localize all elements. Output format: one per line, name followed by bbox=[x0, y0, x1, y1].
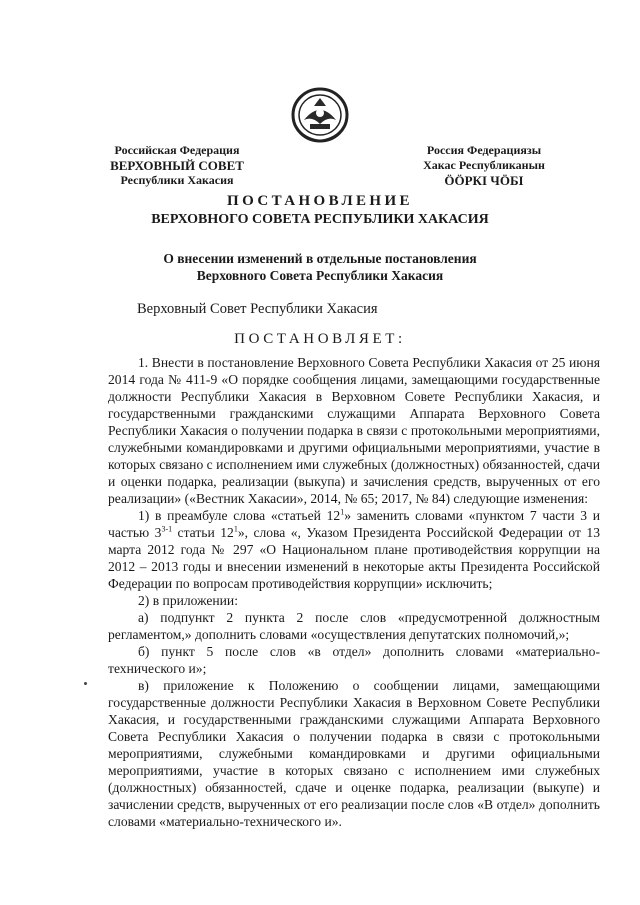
paragraph-2 bbox=[108, 507, 600, 592]
header-left-line1: Российская Федерация bbox=[114, 143, 240, 157]
header-left bbox=[102, 143, 252, 188]
header-right-line3: ӦӦРКІ ЧӦБІ bbox=[444, 173, 524, 188]
superscript-c: 1 bbox=[233, 524, 238, 534]
paragraph-4: а) подпункт 2 пункта 2 после слов «предусмотренной должностным регламентом,» дополнить словами «осуществления депутатских полномочий,»; bbox=[108, 610, 600, 642]
document-type-title: ПОСТАНОВЛЕНИЕ bbox=[227, 193, 413, 209]
paragraph-2-part-a: 1) в преамбуле слова «статьей 12 bbox=[138, 508, 341, 523]
scan-speck bbox=[84, 682, 87, 685]
paragraph-2-part-d: », слова «, Указом Президента Российской Федерации от 13 марта 2012 года № 297 «О Национальном плане противодействия коррупции на 2012 – 2013 годы и внесении изменений в некоторые акты Президента Российской Федерации по вопросам противодействия коррупции» исключить; bbox=[108, 525, 600, 591]
issuing-body-title: ВЕРХОВНОГО СОВЕТА РЕСПУБЛИКИ ХАКАСИЯ bbox=[151, 212, 489, 227]
header-right-line2: Хакас Республиканын bbox=[423, 158, 545, 172]
header-left-line3: Республики Хакасия bbox=[120, 173, 234, 187]
subject-line2: Верховного Совета Республики Хакасия bbox=[196, 268, 444, 283]
subject-line1: О внесении изменений в отдельные постановления bbox=[163, 251, 477, 266]
document-body bbox=[108, 354, 600, 830]
superscript-a: 1 bbox=[340, 507, 345, 517]
paragraph-2-part-b: » заменить словами «пунктом 7 части 3 и частью 3 bbox=[108, 508, 600, 540]
council-name: Верховный Совет Республики Хакасия bbox=[137, 301, 378, 317]
header-left-line2: ВЕРХОВНЫЙ СОВЕТ bbox=[110, 158, 244, 173]
coat-of-arms-emblem bbox=[288, 86, 352, 144]
paragraph-6: в) приложение к Положению о сообщении лицами, замещающими государственные должности Республики Хакасия в Верховном Совете Республики Хакасия, и государственными гражданскими служащими Аппарата Верховного Совета Республики Хакасия о получении подарка в связи с протокольными мероприятиями, служебными командировками и другими официальными мероприятиями, участие в которых связано с исполнением ими служебных (должностных) обязанностей, сдаче и оценке подарка, реализации (выкупе) и зачислении средств, вырученных от его реализации после слов «В отдел» дополнить словами «материально-технического и». bbox=[108, 678, 600, 829]
paragraph-1: 1. Внести в постановление Верховного Совета Республики Хакасия от 25 июня 2014 года № 411-9 «О порядке сообщения лицами, замещающими государственные должности Республики Хакасия в Верховном Совете Республики Хакасия, и государственными гражданскими служащими Аппарата Верховного Совета Республики Хакасия о получении подарка в связи с протокольными мероприятиями, служебными командировками и другими официальными мероприятиями, участие в которых связано с исполнением ими служебных (должностных) обязанностей, сдачи и оценки подарка, реализации (выкупа) и зачисления средств, вырученных от его реализации» («Вестник Хакасии», 2014, № 65; 2017, № 84) следующие изменения: bbox=[108, 355, 600, 506]
resolves-heading: ПОСТАНОВЛЯЕТ: bbox=[234, 331, 406, 347]
header-right bbox=[400, 143, 568, 188]
paragraph-3: 2) в приложении: bbox=[138, 593, 238, 608]
header-right-line1: Россия Федерациязы bbox=[426, 143, 542, 157]
superscript-b: 3-1 bbox=[161, 524, 173, 534]
document-subject bbox=[0, 250, 640, 284]
paragraph-5: б) пункт 5 после слов «в отдел» дополнить словами «материально-технического и»; bbox=[108, 644, 600, 676]
paragraph-2-part-c: статьи 12 bbox=[172, 525, 234, 540]
